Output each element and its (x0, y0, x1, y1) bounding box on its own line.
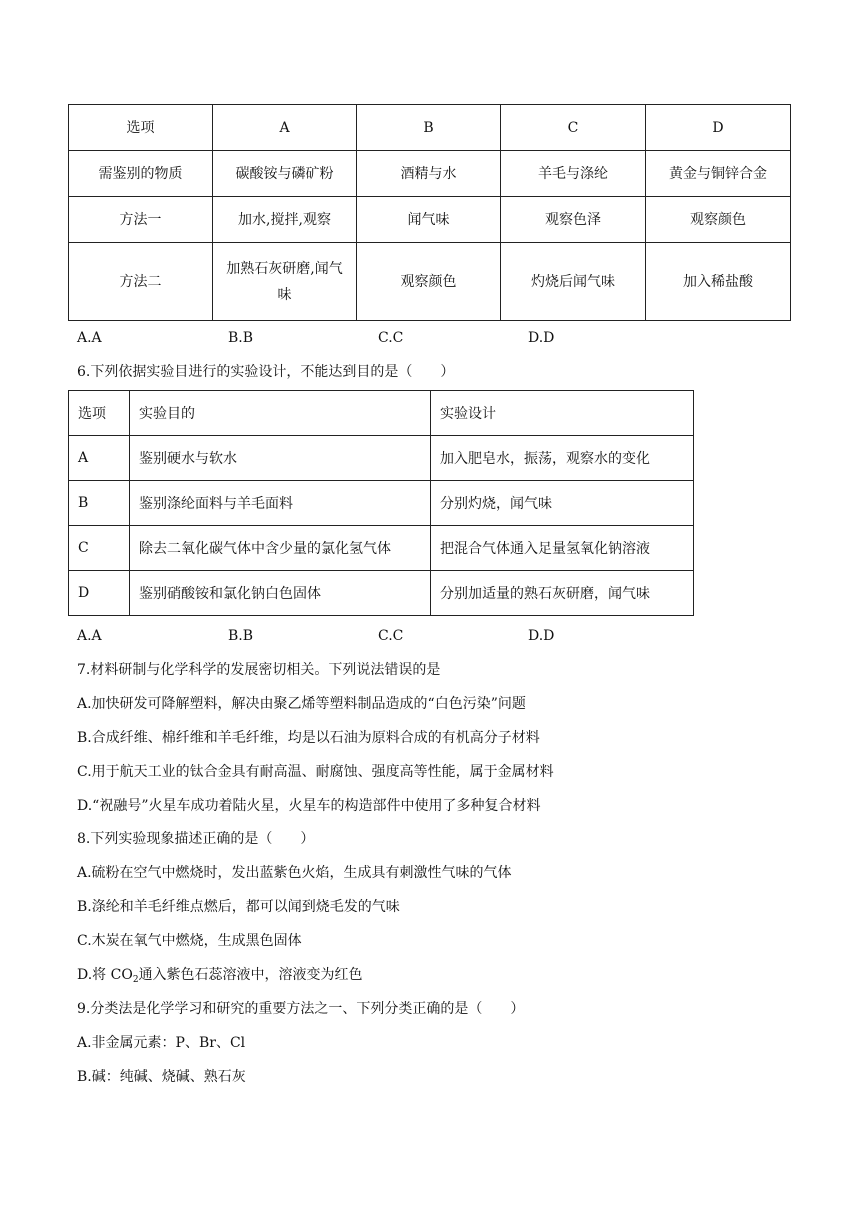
table-header-cell: 选项 (69, 105, 213, 151)
table-cell: 方法二 (69, 243, 213, 321)
option-a[interactable]: A.A (77, 330, 102, 346)
table-cell: 酒精与水 (357, 151, 501, 197)
q8-option-d-suffix: 通入紫色石蕊溶液中，溶液变为红色 (138, 967, 363, 983)
table-row (69, 436, 694, 481)
table-cell: 加熟石灰研磨,闻气味 (213, 243, 357, 321)
table-cell: 分别灼烧，闻气味 (431, 481, 694, 526)
question-6-stem: 6.下列依据实验目进行的实验设计，不能达到目的是（ ） (77, 364, 455, 380)
table-cell: 闻气味 (357, 197, 501, 243)
q8-option-d-prefix: D.将 CO (77, 967, 133, 983)
question-8-stem: 8.下列实验现象描述正确的是（ ） (77, 831, 315, 847)
table-cell: 分别加适量的熟石灰研磨，闻气味 (431, 571, 694, 616)
table-cell: 碳酸铵与磷矿粉 (213, 151, 357, 197)
option-b[interactable]: B.B (228, 330, 254, 346)
table-cell: 观察颜色 (646, 197, 791, 243)
table-cell: 加入稀盐酸 (646, 243, 791, 321)
table-header-cell: D (646, 105, 791, 151)
table-cell: 把混合气体通入足量氢氧化钠溶液 (431, 526, 694, 571)
q7-option-a[interactable]: A.加快研发可降解塑料，解决由聚乙烯等塑料制品造成的“白色污染”问题 (77, 696, 526, 712)
table-header-cell: A (213, 105, 357, 151)
table-cell: 方法一 (69, 197, 213, 243)
q9-option-a[interactable]: A.非金属元素：P、Br、Cl (77, 1035, 246, 1051)
table-header-cell: C (501, 105, 646, 151)
option-b[interactable]: B.B (228, 628, 254, 644)
table-cell: 鉴别涤纶面料与羊毛面料 (130, 481, 431, 526)
table-cell: A (69, 436, 130, 481)
table-header-cell: 实验设计 (431, 391, 694, 436)
q8-option-d[interactable] (77, 965, 363, 985)
q9-option-b[interactable]: B.碱：纯碱、烧碱、熟石灰 (77, 1069, 246, 1085)
option-c[interactable]: C.C (378, 330, 404, 346)
table-cell: D (69, 571, 130, 616)
q8-option-b[interactable]: B.涤纶和羊毛纤维点燃后，都可以闻到烧毛发的气味 (77, 899, 400, 915)
table-row (69, 197, 791, 243)
table-header-row (69, 391, 694, 436)
table-cell: 加入肥皂水，振荡，观察水的变化 (431, 436, 694, 481)
q8-option-c[interactable]: C.木炭在氧气中燃烧，生成黑色固体 (77, 933, 302, 949)
table-row (69, 481, 694, 526)
q8-option-a[interactable]: A.硫粉在空气中燃烧时，发出蓝紫色火焰，生成具有刺激性气味的气体 (77, 865, 512, 881)
comparison-table-q5 (68, 104, 791, 321)
table-cell: 加水,搅拌,观察 (213, 197, 357, 243)
option-d[interactable]: D.D (528, 330, 555, 346)
table-row (69, 526, 694, 571)
table-header-row (69, 105, 791, 151)
q7-option-b[interactable]: B.合成纤维、棉纤维和羊毛纤维，均是以石油为原料合成的有机高分子材料 (77, 730, 540, 746)
table-row (69, 151, 791, 197)
table-cell: 需鉴别的物质 (69, 151, 213, 197)
table-header-cell: 实验目的 (130, 391, 431, 436)
subscript-2: 2 (132, 975, 139, 985)
q7-option-d[interactable]: D.“祝融号”火星车成功着陆火星，火星车的构造部件中使用了多种复合材料 (77, 798, 541, 814)
table-header-cell: B (357, 105, 501, 151)
table-header-cell: 选项 (69, 391, 130, 436)
table-row (69, 571, 694, 616)
table-cell: 观察颜色 (357, 243, 501, 321)
option-a[interactable]: A.A (77, 628, 102, 644)
question-7-stem: 7.材料研制与化学科学的发展密切相关。下列说法错误的是 (77, 662, 441, 678)
table-cell: 观察色泽 (501, 197, 646, 243)
table-cell: C (69, 526, 130, 571)
table-cell: B (69, 481, 130, 526)
experiment-table-q6 (68, 390, 694, 616)
table-row (69, 243, 791, 321)
table-cell: 灼烧后闻气味 (501, 243, 646, 321)
table-cell: 黄金与铜锌合金 (646, 151, 791, 197)
table-cell: 羊毛与涤纶 (501, 151, 646, 197)
question-9-stem: 9.分类法是化学学习和研究的重要方法之一、下列分类正确的是（ ） (77, 1001, 525, 1017)
table-cell: 除去二氧化碳气体中含少量的氯化氢气体 (130, 526, 431, 571)
option-c[interactable]: C.C (378, 628, 404, 644)
table-cell: 鉴别硬水与软水 (130, 436, 431, 481)
table-cell: 鉴别硝酸铵和氯化钠白色固体 (130, 571, 431, 616)
q7-option-c[interactable]: C.用于航天工业的钛合金具有耐高温、耐腐蚀、强度高等性能，属于金属材料 (77, 764, 554, 780)
option-d[interactable]: D.D (528, 628, 555, 644)
